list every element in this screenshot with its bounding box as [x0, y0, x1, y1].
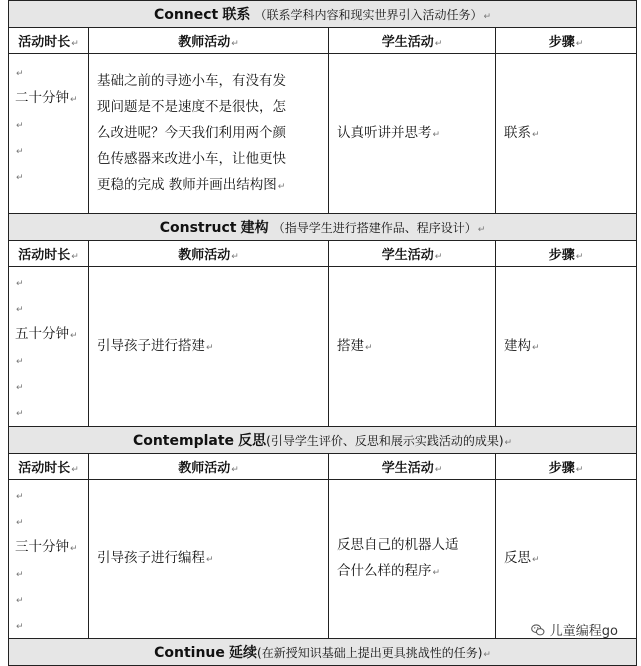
teacher-line: 引导孩子进行编程	[97, 550, 205, 566]
header-label: 活动时长	[18, 461, 71, 476]
section-note: （联系学科内容和现实世界引入活动任务）	[254, 8, 483, 22]
step-value: 建构	[504, 337, 531, 354]
header-duration	[9, 28, 89, 54]
paragraph-mark-icon: ↵	[532, 129, 540, 140]
header-label: 步骤	[548, 461, 575, 476]
header-label: 教师活动	[178, 461, 231, 476]
step-cell	[496, 267, 637, 427]
paragraph-mark-icon: ↵	[16, 492, 24, 502]
paragraph-mark-icon: ↵	[575, 465, 584, 475]
paragraph-mark-icon: ↵	[206, 555, 214, 565]
paragraph-mark-icon: ↵	[432, 129, 441, 140]
paragraph-mark-icon: ↵	[477, 225, 486, 235]
duration-cell	[9, 54, 89, 214]
section-title-en: Construct	[159, 220, 237, 236]
watermark-text: 儿童编程go	[549, 624, 618, 639]
section-contemplate-header	[9, 427, 637, 454]
paragraph-mark-icon: ↵	[70, 544, 78, 554]
step-value: 联系	[504, 124, 531, 141]
section-continue-header	[9, 639, 637, 666]
section-title-en: Continue	[154, 645, 225, 661]
paragraph-mark-icon: ↵	[575, 252, 584, 262]
section-title-zh: 反思	[238, 433, 267, 449]
paragraph-mark-icon: ↵	[16, 69, 24, 79]
paragraph-mark-icon: ↵	[16, 596, 24, 606]
duration-value: 二十分钟	[15, 90, 69, 106]
header-duration	[9, 241, 89, 267]
teacher-line: 现问题是不是速度不是很快，怎	[97, 98, 286, 115]
header-label: 学生活动	[381, 35, 434, 50]
section-title-cell	[9, 639, 637, 666]
header-label: 步骤	[548, 35, 575, 50]
paragraph-mark-icon: ↵	[231, 39, 239, 49]
paragraph-mark-icon: ↵	[206, 342, 214, 353]
paragraph-mark-icon: ↵	[504, 438, 513, 448]
header-label: 学生活动	[381, 248, 434, 263]
wechat-icon	[531, 623, 545, 637]
teacher-activity-cell	[89, 267, 329, 427]
header-label: 活动时长	[18, 248, 71, 263]
header-label: 教师活动	[178, 35, 231, 50]
paragraph-mark-icon: ↵	[434, 39, 443, 49]
step-value: 反思	[504, 550, 531, 566]
section-title-en: Contemplate	[132, 433, 235, 449]
step-cell	[496, 54, 637, 214]
header-label: 学生活动	[381, 461, 434, 476]
paragraph-mark-icon: ↵	[70, 331, 78, 341]
student-line: 合什么样的程序	[337, 563, 432, 579]
paragraph-mark-icon: ↵	[16, 147, 24, 157]
paragraph-mark-icon: ↵	[434, 465, 443, 475]
paragraph-mark-icon: ↵	[71, 252, 79, 262]
duration-value: 三十分钟	[15, 539, 69, 555]
section-connect-header	[9, 1, 637, 28]
paragraph-mark-icon: ↵	[365, 342, 373, 353]
watermark	[531, 620, 618, 639]
header-label: 教师活动	[178, 248, 231, 263]
teacher-line: 色传感器来改进小车，让他更快	[97, 150, 286, 167]
paragraph-mark-icon: ↵	[434, 252, 443, 262]
activity-row-connect	[9, 54, 637, 214]
student-activity-cell	[329, 267, 496, 427]
lesson-plan-table	[8, 0, 637, 666]
header-duration	[9, 454, 89, 480]
section-title-en: Connect	[153, 7, 219, 23]
teacher-activity-cell	[89, 54, 329, 214]
teacher-line: 更稳的完成 教师并画出结构图	[97, 176, 277, 193]
student-line: 反思自己的机器人适	[337, 537, 459, 553]
paragraph-mark-icon: ↵	[16, 570, 24, 580]
paragraph-mark-icon: ↵	[532, 555, 540, 565]
activity-row-construct	[9, 267, 637, 427]
column-header-row	[9, 454, 637, 480]
activity-row-contemplate	[9, 480, 637, 639]
duration-cell	[9, 480, 89, 639]
section-note: (引导学生评价、反思和展示实践活动的成果)	[266, 434, 504, 448]
section-title-zh: 联系	[222, 7, 251, 23]
header-teacher	[89, 454, 329, 480]
teacher-line: 么改进呢？今天我们利用两个颜	[97, 124, 286, 141]
teacher-activity-cell	[89, 480, 329, 639]
section-title-cell	[9, 427, 637, 454]
paragraph-mark-icon: ↵	[71, 39, 79, 49]
header-step	[496, 28, 637, 54]
paragraph-mark-icon: ↵	[532, 342, 540, 353]
paragraph-mark-icon: ↵	[16, 383, 24, 393]
section-construct-header	[9, 214, 637, 241]
paragraph-mark-icon: ↵	[277, 181, 286, 192]
paragraph-mark-icon: ↵	[71, 465, 79, 475]
header-label: 活动时长	[18, 35, 71, 50]
section-title-zh: 延续	[229, 645, 258, 661]
paragraph-mark-icon: ↵	[483, 650, 491, 660]
paragraph-mark-icon: ↵	[16, 279, 24, 289]
paragraph-mark-icon: ↵	[16, 518, 24, 528]
student-activity-cell	[329, 54, 496, 214]
lesson-plan-document	[8, 0, 636, 665]
paragraph-mark-icon: ↵	[16, 173, 24, 183]
student-line: 搭建	[337, 337, 364, 354]
paragraph-mark-icon: ↵	[16, 121, 24, 131]
paragraph-mark-icon: ↵	[483, 12, 492, 22]
paragraph-mark-icon: ↵	[70, 95, 78, 105]
header-label: 步骤	[548, 248, 575, 263]
teacher-line: 引导孩子进行搭建	[97, 337, 205, 354]
paragraph-mark-icon: ↵	[16, 622, 24, 632]
paragraph-mark-icon: ↵	[575, 39, 584, 49]
section-title-cell	[9, 1, 637, 28]
header-student	[329, 454, 496, 480]
paragraph-mark-icon: ↵	[231, 465, 239, 475]
column-header-row	[9, 28, 637, 54]
column-header-row	[9, 241, 637, 267]
header-teacher	[89, 28, 329, 54]
header-teacher	[89, 241, 329, 267]
paragraph-mark-icon: ↵	[432, 568, 441, 578]
header-step	[496, 241, 637, 267]
step-cell	[496, 480, 637, 639]
section-title-zh: 建构	[240, 220, 269, 236]
paragraph-mark-icon: ↵	[16, 409, 24, 419]
paragraph-mark-icon: ↵	[231, 252, 239, 262]
teacher-line: 基础之前的寻迹小车，有没有发	[97, 72, 286, 89]
student-line: 认真听讲并思考	[337, 124, 432, 141]
section-note: （指导学生进行搭建作品、程序设计）	[272, 221, 477, 235]
section-note: (在新授知识基础上提出更具挑战性的任务)	[257, 646, 483, 660]
duration-value: 五十分钟	[15, 326, 69, 342]
duration-cell	[9, 267, 89, 427]
student-activity-cell	[329, 480, 496, 639]
paragraph-mark-icon: ↵	[16, 357, 24, 367]
header-step	[496, 454, 637, 480]
section-title-cell	[9, 214, 637, 241]
paragraph-mark-icon: ↵	[16, 305, 24, 315]
header-student	[329, 28, 496, 54]
header-student	[329, 241, 496, 267]
